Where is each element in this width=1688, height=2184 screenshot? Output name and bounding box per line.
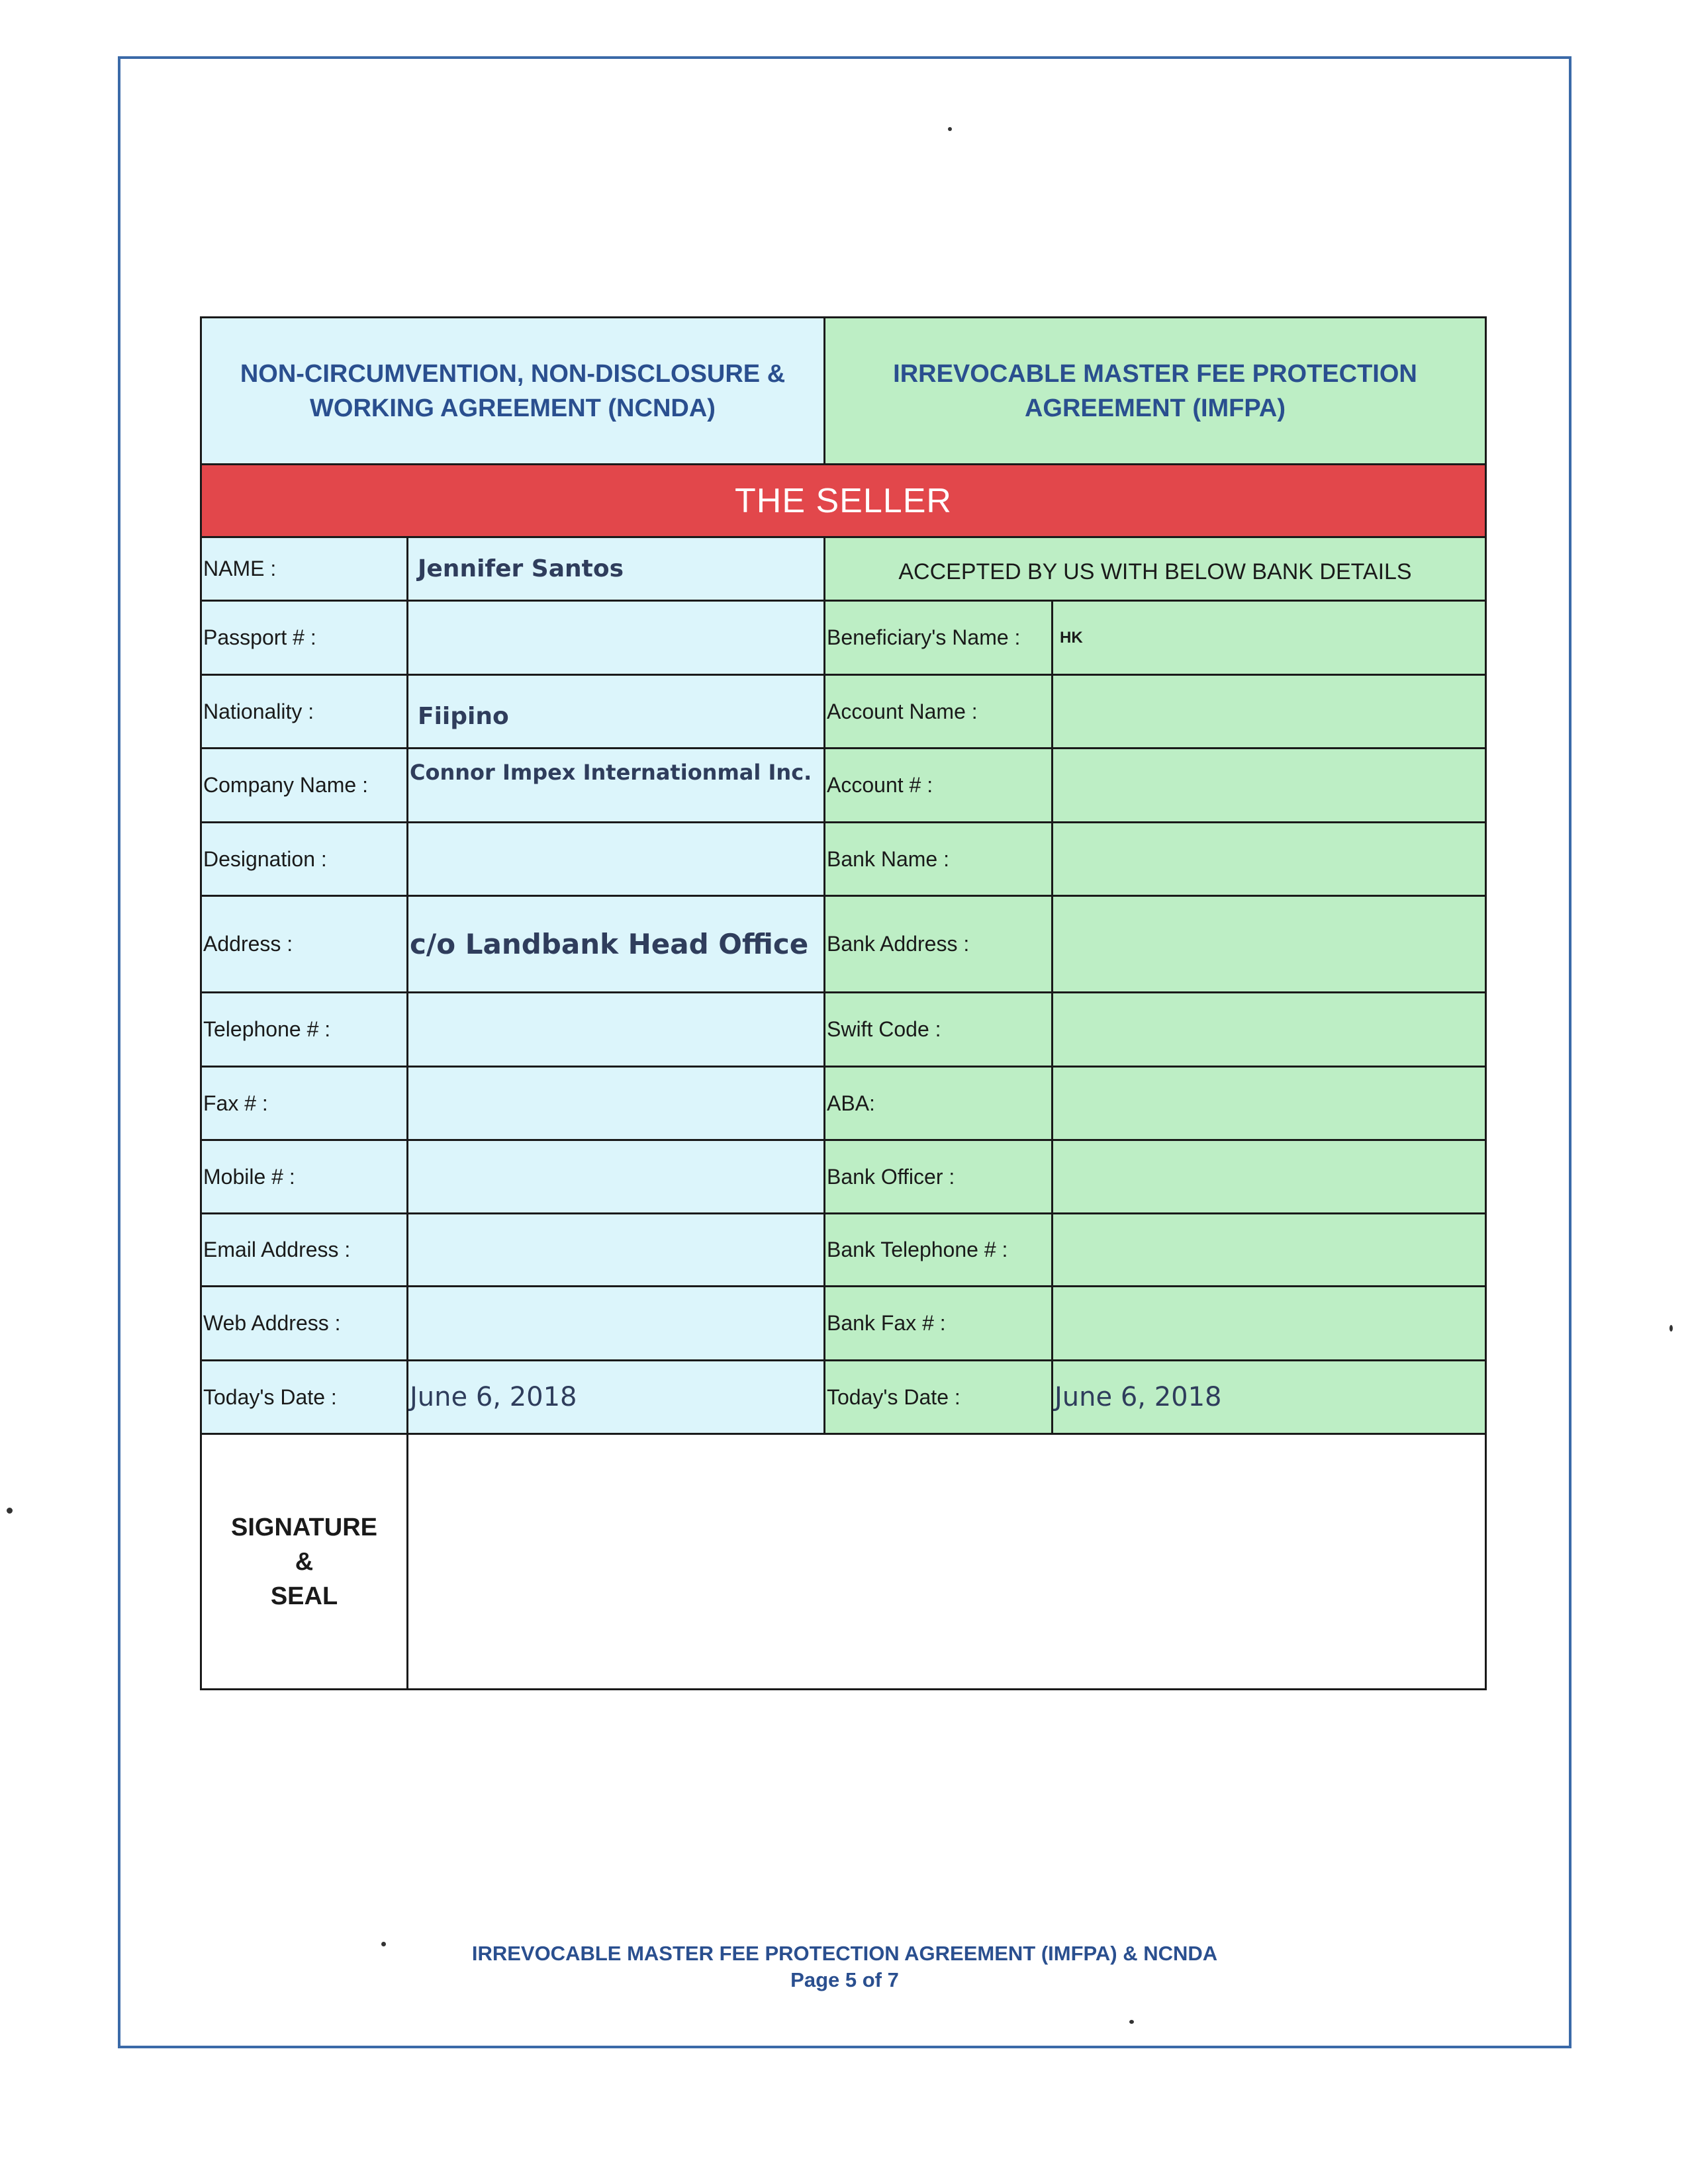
fax-field[interactable]	[408, 1068, 825, 1141]
swift-label-cell	[825, 993, 1053, 1068]
swift-label: Swift Code :	[827, 1017, 941, 1041]
bank-tel-label-cell	[825, 1214, 1053, 1287]
nationality-field[interactable]	[408, 676, 825, 749]
beneficiary-value: HK	[1060, 628, 1083, 647]
address-label-cell	[202, 897, 408, 993]
bank-date-field[interactable]	[1053, 1361, 1485, 1435]
account-no-label: Account # :	[827, 773, 933, 797]
aba-field[interactable]	[1053, 1068, 1485, 1141]
seller-date-label-cell	[202, 1361, 408, 1435]
scan-speck	[948, 127, 952, 131]
bank-name-field[interactable]	[1053, 823, 1485, 897]
passport-label-cell	[202, 602, 408, 676]
email-label: Email Address :	[203, 1238, 351, 1261]
mobile-label-cell	[202, 1141, 408, 1214]
ncnda-title: NON-CIRCUMVENTION, NON-DISCLOSURE & WORKING AGREEMENT (NCNDA)	[240, 359, 786, 422]
bank-accepted-text: ACCEPTED BY US WITH BELOW BANK DETAILS	[898, 559, 1412, 584]
name-label-cell	[202, 538, 408, 602]
aba-label: ABA:	[827, 1091, 875, 1115]
company-label: Company Name :	[203, 773, 368, 797]
officer-label-cell	[825, 1141, 1053, 1214]
ncnda-header	[202, 318, 825, 465]
telephone-label: Telephone # :	[203, 1017, 331, 1041]
account-name-label: Account Name :	[827, 699, 978, 723]
seller-form-table	[200, 316, 1487, 1690]
imfpa-title: IRREVOCABLE MASTER FEE PROTECTION AGREEMENT (IMFPA)	[893, 359, 1417, 422]
web-label: Web Address :	[203, 1311, 341, 1335]
signature-label-line3: SEAL	[270, 1582, 338, 1610]
seller-section-bar	[202, 465, 1485, 538]
seller-date-value: June 6, 2018	[410, 1382, 577, 1412]
address-field[interactable]	[408, 897, 825, 993]
mobile-field[interactable]	[408, 1141, 825, 1214]
bank-tel-label: Bank Telephone # :	[827, 1238, 1008, 1261]
imfpa-header	[825, 318, 1485, 465]
page-footer	[118, 1940, 1571, 1993]
web-label-cell	[202, 1287, 408, 1361]
scan-speck	[1129, 2020, 1134, 2024]
account-name-field[interactable]	[1053, 676, 1485, 749]
aba-label-cell	[825, 1068, 1053, 1141]
email-field[interactable]	[408, 1214, 825, 1287]
bank-accepted-cell	[825, 538, 1485, 602]
email-label-cell	[202, 1214, 408, 1287]
beneficiary-field[interactable]	[1053, 602, 1485, 676]
signature-label-line2: &	[295, 1547, 314, 1576]
bank-date-label-cell	[825, 1361, 1053, 1435]
account-no-label-cell	[825, 749, 1053, 823]
bank-address-label: Bank Address :	[827, 932, 970, 956]
swift-field[interactable]	[1053, 993, 1485, 1068]
web-field[interactable]	[408, 1287, 825, 1361]
footer-page-number: Page 5 of 7	[790, 1968, 899, 1991]
bank-date-label: Today's Date :	[827, 1385, 961, 1409]
officer-field[interactable]	[1053, 1141, 1485, 1214]
telephone-label-cell	[202, 993, 408, 1068]
scan-speck	[381, 1942, 386, 1946]
bank-name-label-cell	[825, 823, 1053, 897]
scan-speck	[7, 1508, 13, 1514]
name-value: Jennifer Santos	[418, 555, 624, 582]
footer-title: IRREVOCABLE MASTER FEE PROTECTION AGREEMENT (IMFPA) & NCNDA	[471, 1942, 1218, 1965]
bank-date-value: June 6, 2018	[1055, 1382, 1222, 1412]
beneficiary-label-cell	[825, 602, 1053, 676]
bank-name-label: Bank Name :	[827, 846, 949, 871]
account-name-label-cell	[825, 676, 1053, 749]
designation-label: Designation :	[203, 846, 327, 871]
scan-speck	[1669, 1325, 1673, 1332]
fax-label-cell	[202, 1068, 408, 1141]
seller-section-title: THE SELLER	[735, 481, 952, 520]
address-value: c/o Landbank Head Office	[410, 928, 809, 960]
nationality-value: Fiipino	[418, 702, 509, 730]
nationality-label-cell	[202, 676, 408, 749]
passport-label: Passport # :	[203, 625, 316, 649]
bank-fax-label: Bank Fax # :	[827, 1311, 946, 1335]
seller-date-field[interactable]	[408, 1361, 825, 1435]
bank-tel-field[interactable]	[1053, 1214, 1485, 1287]
bank-address-label-cell	[825, 897, 1053, 993]
signature-seal-area[interactable]	[408, 1435, 1485, 1688]
seller-date-label: Today's Date :	[203, 1385, 337, 1409]
designation-label-cell	[202, 823, 408, 897]
bank-fax-label-cell	[825, 1287, 1053, 1361]
account-no-field[interactable]	[1053, 749, 1485, 823]
passport-field[interactable]	[408, 602, 825, 676]
nationality-label: Nationality :	[203, 699, 314, 723]
bank-address-field[interactable]	[1053, 897, 1485, 993]
address-label: Address :	[203, 932, 293, 956]
company-label-cell	[202, 749, 408, 823]
bank-fax-field[interactable]	[1053, 1287, 1485, 1361]
beneficiary-label: Beneficiary's Name :	[827, 625, 1021, 649]
designation-field[interactable]	[408, 823, 825, 897]
fax-label: Fax # :	[203, 1091, 268, 1115]
mobile-label: Mobile # :	[203, 1164, 295, 1189]
officer-label: Bank Officer :	[827, 1164, 955, 1189]
signature-label-cell	[202, 1435, 408, 1688]
signature-label-line1: SIGNATURE	[231, 1513, 377, 1541]
telephone-field[interactable]	[408, 993, 825, 1068]
company-value: Connor Impex Internationmal Inc.	[410, 760, 812, 785]
company-field[interactable]	[408, 749, 825, 823]
name-label: NAME :	[203, 557, 277, 580]
name-field[interactable]	[408, 538, 825, 602]
